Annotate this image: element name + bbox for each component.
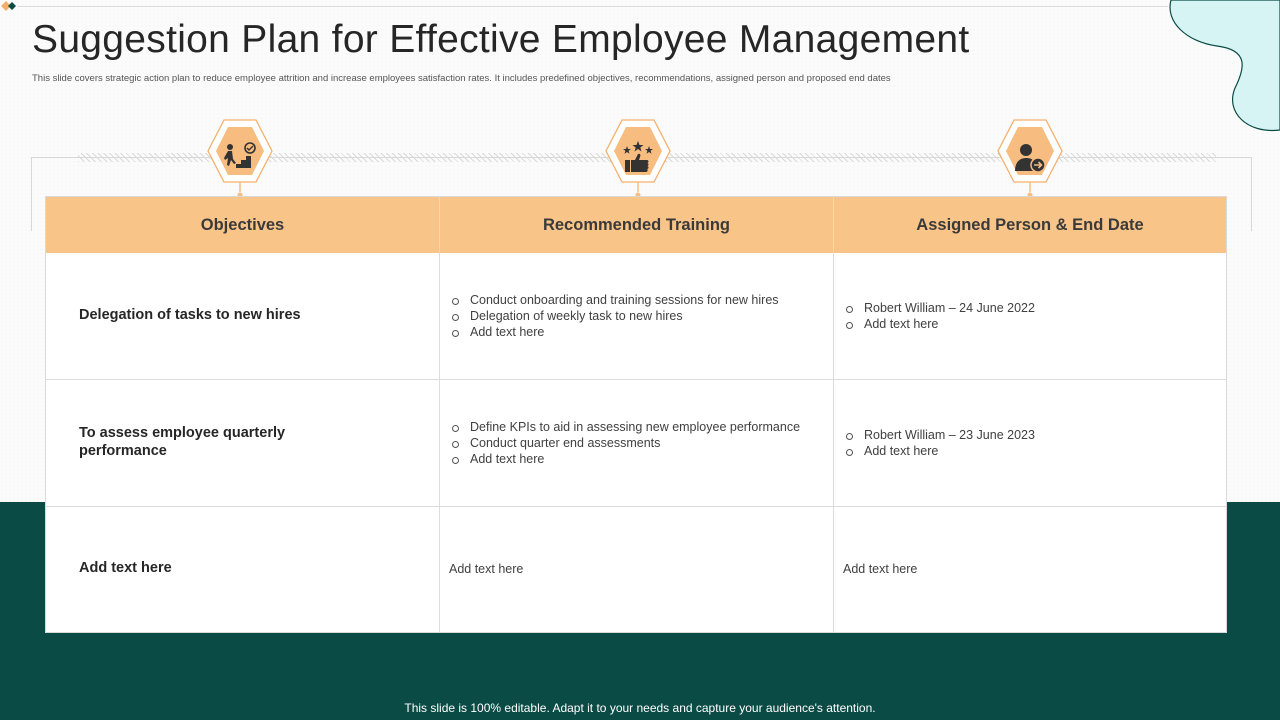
assigned-hex-badge bbox=[996, 118, 1064, 198]
training-list-row-1 bbox=[451, 292, 779, 340]
training-hex-badge bbox=[604, 118, 672, 198]
plan-table bbox=[45, 196, 1227, 633]
career-steps-icon bbox=[220, 138, 260, 178]
header-recommended-training: Recommended Training bbox=[440, 197, 833, 253]
footer-note: This slide is 100% editable. Adapt it to your needs and capture your audience's attention. bbox=[404, 701, 876, 715]
top-rule bbox=[18, 6, 1168, 7]
list-item: Conduct quarter end assessments bbox=[451, 435, 800, 451]
header-assigned-person: Assigned Person & End Date bbox=[834, 197, 1226, 253]
column-divider bbox=[833, 197, 834, 632]
objective-row-2-line-1: To assess employee quarterly bbox=[79, 425, 286, 441]
objective-row-3: Add text here bbox=[79, 560, 172, 576]
thumbs-up-stars-icon bbox=[618, 138, 658, 178]
row-divider bbox=[46, 379, 1226, 380]
list-item: Delegation of weekly task to new hires bbox=[451, 308, 779, 324]
corner-diamond-icon bbox=[0, 0, 20, 14]
list-item: Robert William – 23 June 2023 bbox=[845, 427, 1035, 443]
list-item: Add text here bbox=[451, 451, 800, 467]
objective-row-2-line-2: performance bbox=[79, 443, 167, 459]
list-item: Add text here bbox=[845, 443, 1035, 459]
list-item: Add text here bbox=[451, 324, 779, 340]
row-divider bbox=[46, 506, 1226, 507]
assigned-list-row-2 bbox=[845, 427, 1035, 459]
training-text-row-3: Add text here bbox=[449, 562, 524, 576]
list-item: Conduct onboarding and training sessions for new hires bbox=[451, 292, 779, 308]
assigned-list-row-1 bbox=[845, 300, 1035, 332]
objectives-hex-badge bbox=[206, 118, 274, 198]
objective-row-2 bbox=[79, 424, 379, 460]
list-item: Robert William – 24 June 2022 bbox=[845, 300, 1035, 316]
page-subtitle: This slide covers strategic action plan to reduce employee attrition and increase employees satisfaction rates. It includes predefined objectives, recommendations, assigned person and proposed end dates bbox=[32, 73, 891, 84]
user-transfer-icon bbox=[1010, 138, 1050, 178]
column-divider bbox=[439, 197, 440, 632]
decorative-blob-shape bbox=[1165, 0, 1280, 135]
list-item: Add text here bbox=[845, 316, 1035, 332]
page-title: Suggestion Plan for Effective Employee Management bbox=[32, 18, 970, 61]
header-objectives: Objectives bbox=[46, 197, 439, 253]
list-item: Define KPIs to aid in assessing new employee performance bbox=[451, 419, 800, 435]
training-list-row-2 bbox=[451, 419, 800, 467]
objective-row-1: Delegation of tasks to new hires bbox=[79, 307, 301, 323]
assigned-text-row-3: Add text here bbox=[843, 562, 918, 576]
